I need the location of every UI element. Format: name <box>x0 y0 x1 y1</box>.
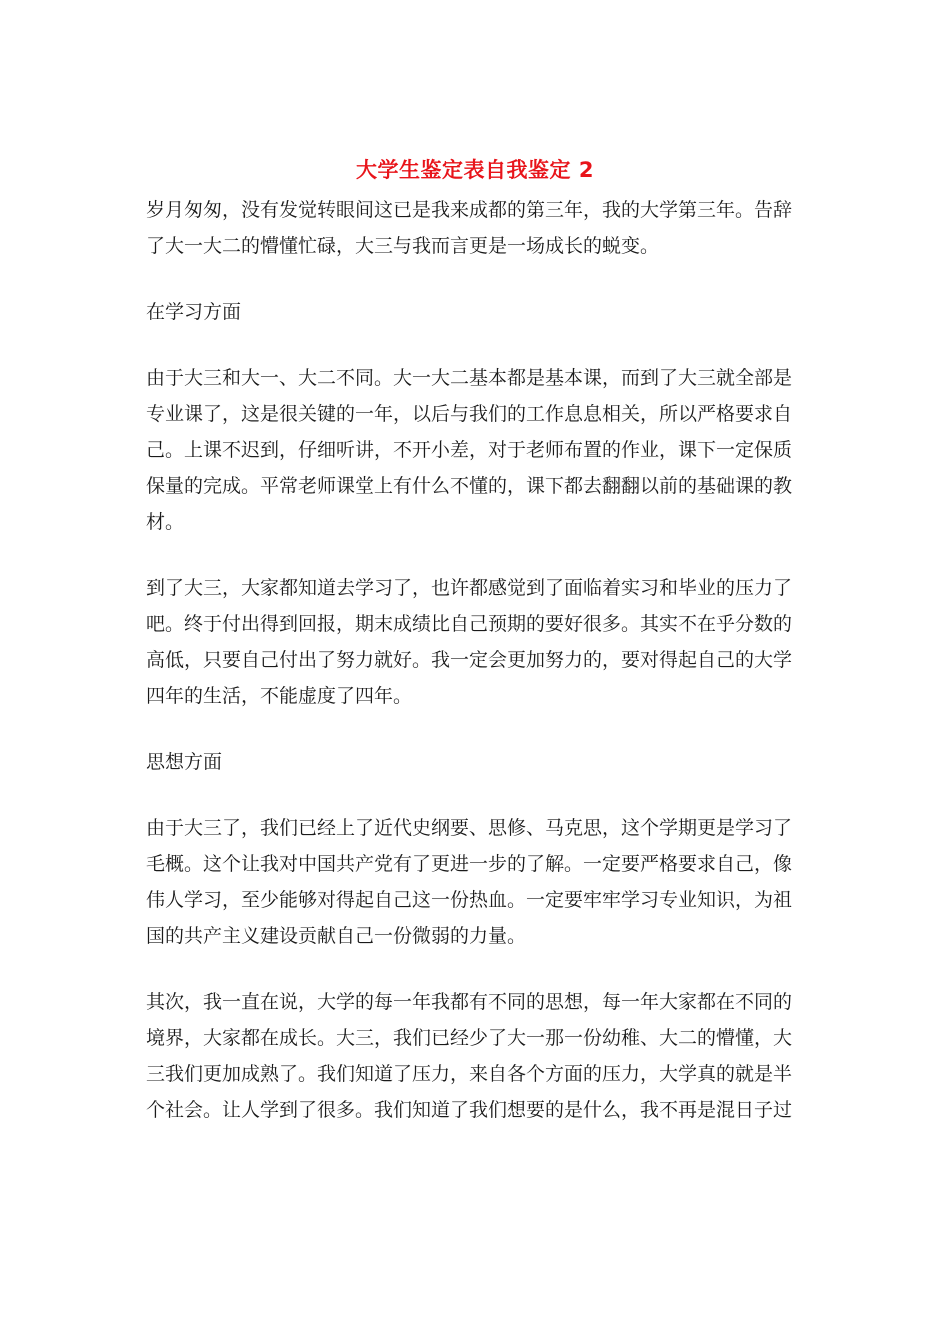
paragraph-gap <box>146 954 810 984</box>
paragraph-gap <box>146 540 810 570</box>
paragraph-thought-1 <box>146 810 810 954</box>
document-title: 大学生鉴定表自我鉴定 2 <box>356 158 594 182</box>
paragraph-line: 保量的完成。平常老师课堂上有什么不懂的，课下都去翻翻以前的基础课的教 <box>146 475 793 497</box>
paragraph-line: 个社会。让人学到了很多。我们知道了我们想要的是什么，我不再是混日子过 <box>146 1099 793 1121</box>
section-heading-text: 在学习方面 <box>146 301 242 323</box>
paragraph-line: 由于大三和大一、大二不同。大一大二基本都是基本课，而到了大三就全部是 <box>146 367 793 389</box>
section-heading-thought <box>146 744 810 780</box>
paragraph-line: 伟人学习，至少能够对得起自己这一份热血。一定要牢牢学习专业知识，为祖 <box>146 889 793 911</box>
paragraph-study-2 <box>146 570 810 714</box>
paragraph-line: 毛概。这个让我对中国共产党有了更进一步的了解。一定要严格要求自己，像 <box>146 853 793 875</box>
paragraph-intro <box>146 192 810 264</box>
document-body <box>146 192 810 1128</box>
paragraph-line: 四年的生活，不能虚度了四年。 <box>146 685 413 707</box>
paragraph-line: 己。上课不迟到，仔细听讲，不开小差，对于老师布置的作业，课下一定保质 <box>146 439 793 461</box>
paragraph-line: 岁月匆匆，没有发觉转眼间这已是我来成都的第三年，我的大学第三年。告辞 <box>146 199 793 221</box>
paragraph-thought-2 <box>146 984 810 1128</box>
paragraph-line: 其次，我一直在说，大学的每一年我都有不同的思想，每一年大家都在不同的 <box>146 991 793 1013</box>
paragraph-line: 境界，大家都在成长。大三，我们已经少了大一那一份幼稚、大二的懵懂，大 <box>146 1027 793 1049</box>
paragraph-line: 材。 <box>146 511 185 533</box>
paragraph-line: 专业课了，这是很关键的一年，以后与我们的工作息息相关，所以严格要求自 <box>146 403 793 425</box>
section-heading-text: 思想方面 <box>146 751 223 773</box>
paragraph-line: 高低，只要自己付出了努力就好。我一定会更加努力的，要对得起自己的大学 <box>146 649 793 671</box>
paragraph-gap <box>146 780 810 810</box>
paragraph-line: 由于大三了，我们已经上了近代史纲要、思修、马克思，这个学期更是学习了 <box>146 817 793 839</box>
section-heading-study <box>146 294 810 330</box>
paragraph-line: 三我们更加成熟了。我们知道了压力，来自各个方面的压力，大学真的就是半 <box>146 1063 793 1085</box>
paragraph-study-1 <box>146 360 810 540</box>
paragraph-gap <box>146 330 810 360</box>
paragraph-gap <box>146 714 810 744</box>
paragraph-line: 吧。终于付出得到回报，期末成绩比自己预期的要好很多。其实不在乎分数的 <box>146 613 793 635</box>
paragraph-line: 国的共产主义建设贡献自己一份微弱的力量。 <box>146 925 527 947</box>
paragraph-line: 了大一大二的懵懂忙碌，大三与我而言更是一场成长的蜕变。 <box>146 235 660 257</box>
paragraph-gap <box>146 264 810 294</box>
paragraph-line: 到了大三，大家都知道去学习了，也许都感觉到了面临着实习和毕业的压力了 <box>146 577 793 599</box>
